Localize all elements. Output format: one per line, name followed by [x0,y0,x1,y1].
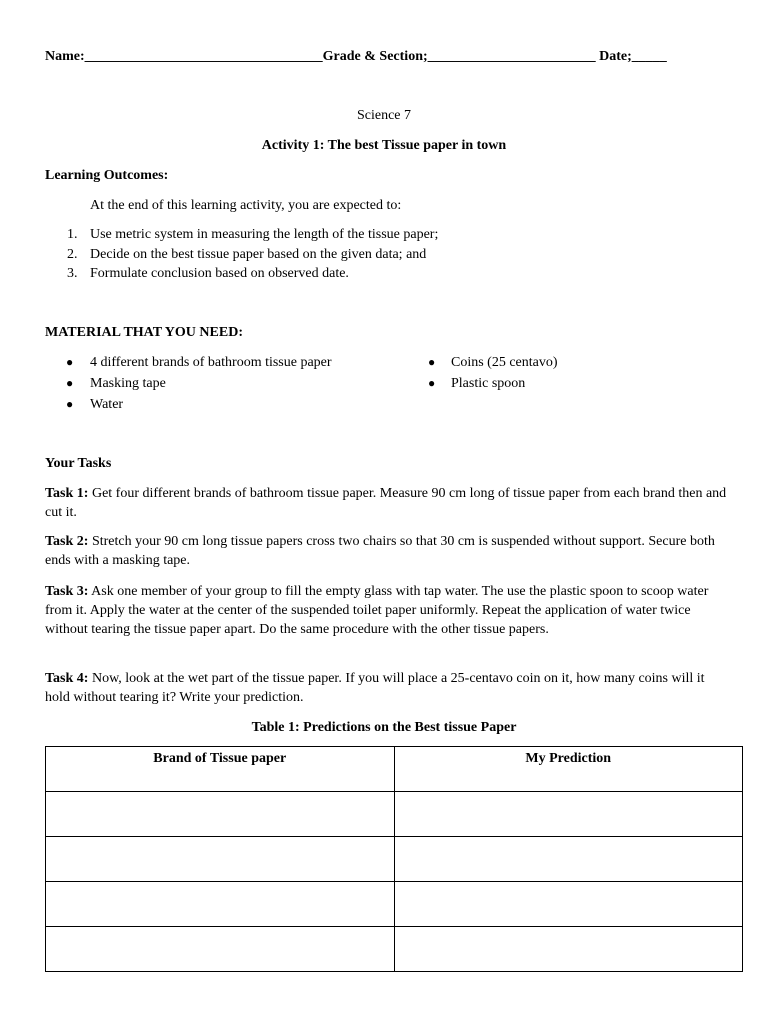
task-label: Task 4: [45,671,89,686]
bullet-icon: ● [66,376,74,390]
material-text: Coins (25 centavo) [451,355,558,370]
bullet-icon: ● [428,376,436,390]
prediction-cell[interactable] [394,792,743,837]
name-field-label: Name:__________________________________ [45,49,323,64]
date-field-label: Date;_____ [599,49,667,64]
outcome-number: 3. [67,266,78,281]
material-text: 4 different brands of bathroom tissue paper [90,355,332,370]
task-paragraph [45,532,727,570]
outcome-text: Formulate conclusion based on observed date. [90,266,349,281]
prediction-cell[interactable] [394,882,743,927]
task-label: Task 3: [45,584,89,599]
outcome-number: 2. [67,247,78,262]
outcome-number: 1. [67,227,78,242]
brand-cell[interactable] [46,927,395,972]
brand-cell[interactable] [46,882,395,927]
materials-heading: MATERIAL THAT YOU NEED: [45,325,243,340]
grade-section-field-label: Grade & Section;________________________ [322,49,596,64]
material-text: Plastic spoon [451,376,526,391]
table-row [46,882,743,927]
column-header-prediction: My Prediction [394,747,743,792]
bullet-icon: ● [66,355,74,369]
outcome-text: Use metric system in measuring the length of the tissue paper; [90,227,439,242]
bullet-icon: ● [66,397,74,411]
task-label: Task 2: [45,534,89,549]
learning-outcomes-heading: Learning Outcomes: [45,168,169,183]
table-row [46,927,743,972]
predictions-table [45,746,743,972]
bullet-icon: ● [428,355,436,369]
table-row [46,837,743,882]
task-paragraph [45,669,727,707]
table-caption: Table 1: Predictions on the Best tissue Paper [251,720,517,735]
task-text: Stretch your 90 cm long tissue papers cross two chairs so that 30 cm is suspended without support. Secure both ends with a masking tape. [45,534,715,568]
activity-title: Activity 1: The best Tissue paper in town [261,138,507,153]
task-paragraph [45,484,727,522]
outcome-text: Decide on the best tissue paper based on the given data; and [90,247,427,262]
task-text: Ask one member of your group to fill the empty glass with tap water. The use the plastic spoon to scoop water from it. Apply the water at the center of the suspended toilet paper uniformly. Repeat the application of water twice without tearing the tissue paper apart. Do the same procedure with the other tissue papers. [45,584,709,637]
task-text: Now, look at the wet part of the tissue paper. If you will place a 25-centavo coin on it, how many coins will it hold without tearing it? Write your prediction. [45,671,705,705]
subject-line: Science 7 [356,108,412,123]
task-label: Task 1: [45,486,89,501]
prediction-cell[interactable] [394,837,743,882]
prediction-cell[interactable] [394,927,743,972]
brand-cell[interactable] [46,837,395,882]
material-text: Water [90,397,124,412]
learning-outcomes-intro: At the end of this learning activity, you are expected to: [90,198,402,213]
tasks-heading: Your Tasks [45,456,112,471]
task-paragraph [45,582,727,639]
table-header-row [46,747,743,792]
task-text: Get four different brands of bathroom tissue paper. Measure 90 cm long of tissue paper from each brand then and cut it. [45,486,727,520]
material-text: Masking tape [90,376,166,391]
brand-cell[interactable] [46,792,395,837]
table-row [46,792,743,837]
column-header-brand: Brand of Tissue paper [46,747,395,792]
header-line [45,47,735,66]
